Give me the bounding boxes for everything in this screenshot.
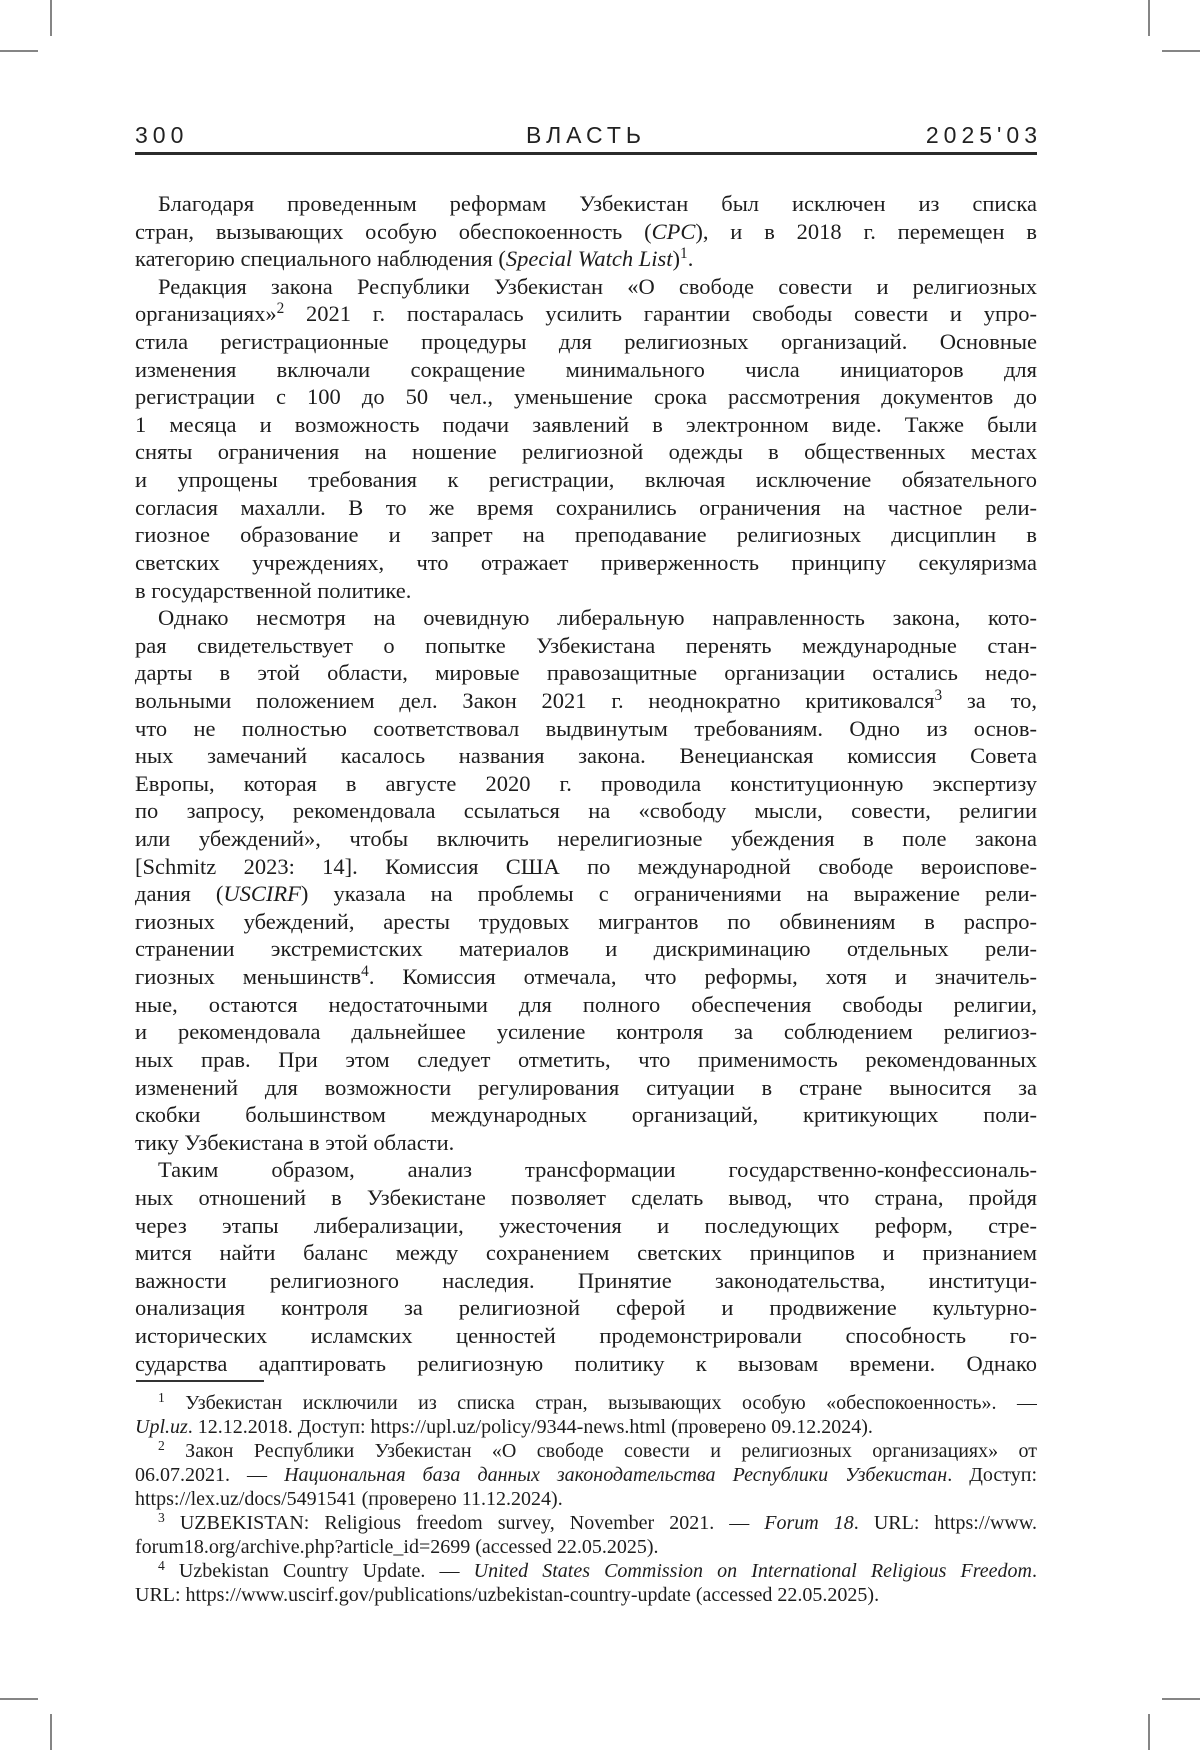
article-body: [135, 190, 1037, 1377]
text-line: странении экстремистских материалов и дискриминацию отдельных рели-: [135, 936, 1037, 962]
text-line: стила регистрационные процедуры для религиозных организаций. Основные: [135, 329, 1037, 355]
text-line: регистрации с 100 до 50 чел., уменьшение срока рассмотрения документов до: [135, 384, 1037, 410]
footnote: [135, 1511, 1037, 1559]
text-line: или убеждений», чтобы включить нерелигиозные убеждения в поле закона: [135, 826, 1037, 852]
crop-mark-bottom-right-horizontal: [1162, 1698, 1200, 1700]
text-line: стран, вызывающих особую обеспокоенность (CPC), и в 2018 г. перемещен в: [135, 218, 1037, 244]
text-line: Upl.uz. 12.12.2018. Доступ: https://upl.uz/policy/9344-news.html (проверено 09.12.2024).: [135, 1416, 873, 1438]
text-line: категорию специального наблюдения (Special Watch List)$^1$.: [135, 245, 694, 272]
footnotes: [135, 1391, 1037, 1607]
crop-mark-top-right-horizontal: [1162, 50, 1200, 52]
crop-mark-bottom-left-vertical: [50, 1714, 52, 1750]
text-line: URL: https://www.uscirf.gov/publications/uzbekistan-country-update (accessed 22.05.2025).: [135, 1584, 880, 1606]
footnote: [135, 1559, 1037, 1607]
crop-mark-bottom-left-horizontal: [0, 1698, 38, 1700]
text-line: тику Узбекистана в этой области.: [135, 1129, 455, 1155]
text-line: в государственной политике.: [135, 577, 412, 603]
text-line: ных прав. При этом следует отметить, что применимость рекомендованных: [135, 1046, 1037, 1072]
text-line: Европы, которая в августе 2020 г. проводила конституционную экспертизу: [135, 770, 1037, 796]
text-line: гиозное образование и запрет на преподавание религиозных дисциплин в: [135, 522, 1037, 548]
footnote: [135, 1391, 1037, 1439]
text-line: $^1$ Узбекистан исключили из списка стран, вызывающих особую «обеспокоенность». —: [158, 1391, 1037, 1414]
text-line: дания (USCIRF) указала на проблемы с ограничениями на выражение рели-: [135, 881, 1037, 907]
text-line: https://lex.uz/docs/5491541 (проверено 11.12.2024).: [135, 1488, 563, 1510]
running-header: [135, 122, 1042, 149]
text-line: организациях»$^2$ 2021 г. постаралась усилить гарантии свободы совести и упро-: [135, 300, 1037, 327]
header-rule: [135, 152, 1037, 155]
paragraph: [135, 604, 1037, 1156]
text-line: онализация контроля за религиозной сферой и продвижение культурно-: [135, 1295, 1037, 1321]
text-line: через этапы либерализации, ужесточения и последующих реформ, стре-: [135, 1212, 1037, 1238]
text-line: Редакция закона Республики Узбекистан «О свободе совести и религиозных: [158, 273, 1037, 299]
text-line: светских учреждениях, что отражает приверженность принципу секуляризма: [135, 549, 1037, 575]
text-line: $^4$ Uzbekistan Country Update. — United States Commission on International Religious Freedom.: [158, 1559, 1037, 1582]
text-line: Однако несмотря на очевидную либеральную направленность закона, кото-: [158, 605, 1037, 631]
crop-mark-top-right-vertical: [1148, 0, 1150, 36]
text-line: $^3$ UZBEKISTAN: Religious freedom survey, November 2021. — Forum 18. URL: https://www.: [158, 1511, 1037, 1534]
paragraph: [135, 190, 1037, 273]
text-line: рая свидетельствует о попытке Узбекистана перенять международные стан-: [135, 632, 1037, 658]
text-line: вольными положением дел. Закон 2021 г. неоднократно критиковался$^3$ за то,: [135, 686, 1037, 713]
text-line: изменений для возможности регулирования ситуации в стране выносится за: [135, 1074, 1037, 1100]
text-line: сударства адаптировать религиозную политику к вызовам времени. Однако: [135, 1350, 1037, 1376]
footnote: [135, 1439, 1037, 1511]
text-line: forum18.org/archive.php?article_id=2699 (accessed 22.05.2025).: [135, 1536, 659, 1558]
text-line: дарты в этой области, мировые правозащитные организации остались недо-: [135, 660, 1037, 686]
text-line: гиозных меньшинств$^4$. Комиссия отмечала, что реформы, хотя и значитель-: [135, 963, 1037, 990]
text-line: сняты ограничения на ношение религиозной одежды в общественных местах: [135, 439, 1037, 465]
text-line: исторических исламских ценностей продемонстрировали способность го-: [135, 1322, 1037, 1348]
text-line: мится найти баланс между сохранением светских принципов и признанием: [135, 1240, 1037, 1266]
text-line: $^2$ Закон Республики Узбекистан «О свободе совести и религиозных организациях» от: [158, 1439, 1037, 1462]
text-line: что не полностью соответствовал выдвинутым требованиям. Одно из основ-: [135, 715, 1037, 741]
text-line: изменения включали сокращение минимального числа инициаторов для: [135, 356, 1037, 382]
crop-mark-top-left-vertical: [50, 0, 52, 36]
text-line: и рекомендовала дальнейшее усиление контроля за соблюдением религиоз-: [135, 1019, 1037, 1045]
text-line: согласия махалли. В то же время сохранились ограничения на частное рели-: [135, 494, 1037, 520]
page-number: 300: [135, 122, 189, 148]
footnote-separator: [136, 1380, 264, 1382]
text-line: скобки большинством международных организаций, критикующих поли-: [135, 1102, 1037, 1128]
issue-label: 2025'03: [925, 122, 1042, 148]
text-line: Таким образом, анализ трансформации государственно-конфессиональ-: [158, 1157, 1037, 1183]
text-line: 1 месяца и возможность подачи заявлений в электронном виде. Также были: [135, 411, 1037, 437]
crop-mark-top-left-horizontal: [0, 50, 38, 52]
text-line: ных замечаний касалось названия закона. Венецианская комиссия Совета: [135, 743, 1037, 769]
text-line: важности религиозного наследия. Принятие законодательства, институци-: [135, 1267, 1037, 1293]
text-line: Благодаря проведенным реформам Узбекистан был исключен из списка: [158, 191, 1037, 216]
text-line: по запросу, рекомендовала ссылаться на «свободу мысли, совести, религии: [135, 798, 1037, 824]
text-line: 06.07.2021. — Национальная база данных законодательства Республики Узбекистан. Доступ:: [135, 1464, 1037, 1486]
paragraph: [135, 273, 1037, 604]
text-line: [Schmitz 2023: 14]. Комиссия США по международной свободе вероиспове-: [135, 853, 1037, 879]
text-line: ных отношений в Узбекистане позволяет сделать вывод, что страна, пройдя: [135, 1184, 1037, 1210]
paragraph: [135, 1156, 1037, 1377]
text-line: и упрощены требования к регистрации, включая исключение обязательного: [135, 467, 1037, 493]
text-line: ные, остаются недостаточными для полного обеспечения свободы религии,: [135, 991, 1037, 1017]
crop-mark-bottom-right-vertical: [1148, 1714, 1150, 1750]
text-line: гиозных убеждений, аресты трудовых мигрантов по обвинениям в распро-: [135, 908, 1037, 934]
journal-title: ВЛАСТЬ: [525, 122, 646, 148]
